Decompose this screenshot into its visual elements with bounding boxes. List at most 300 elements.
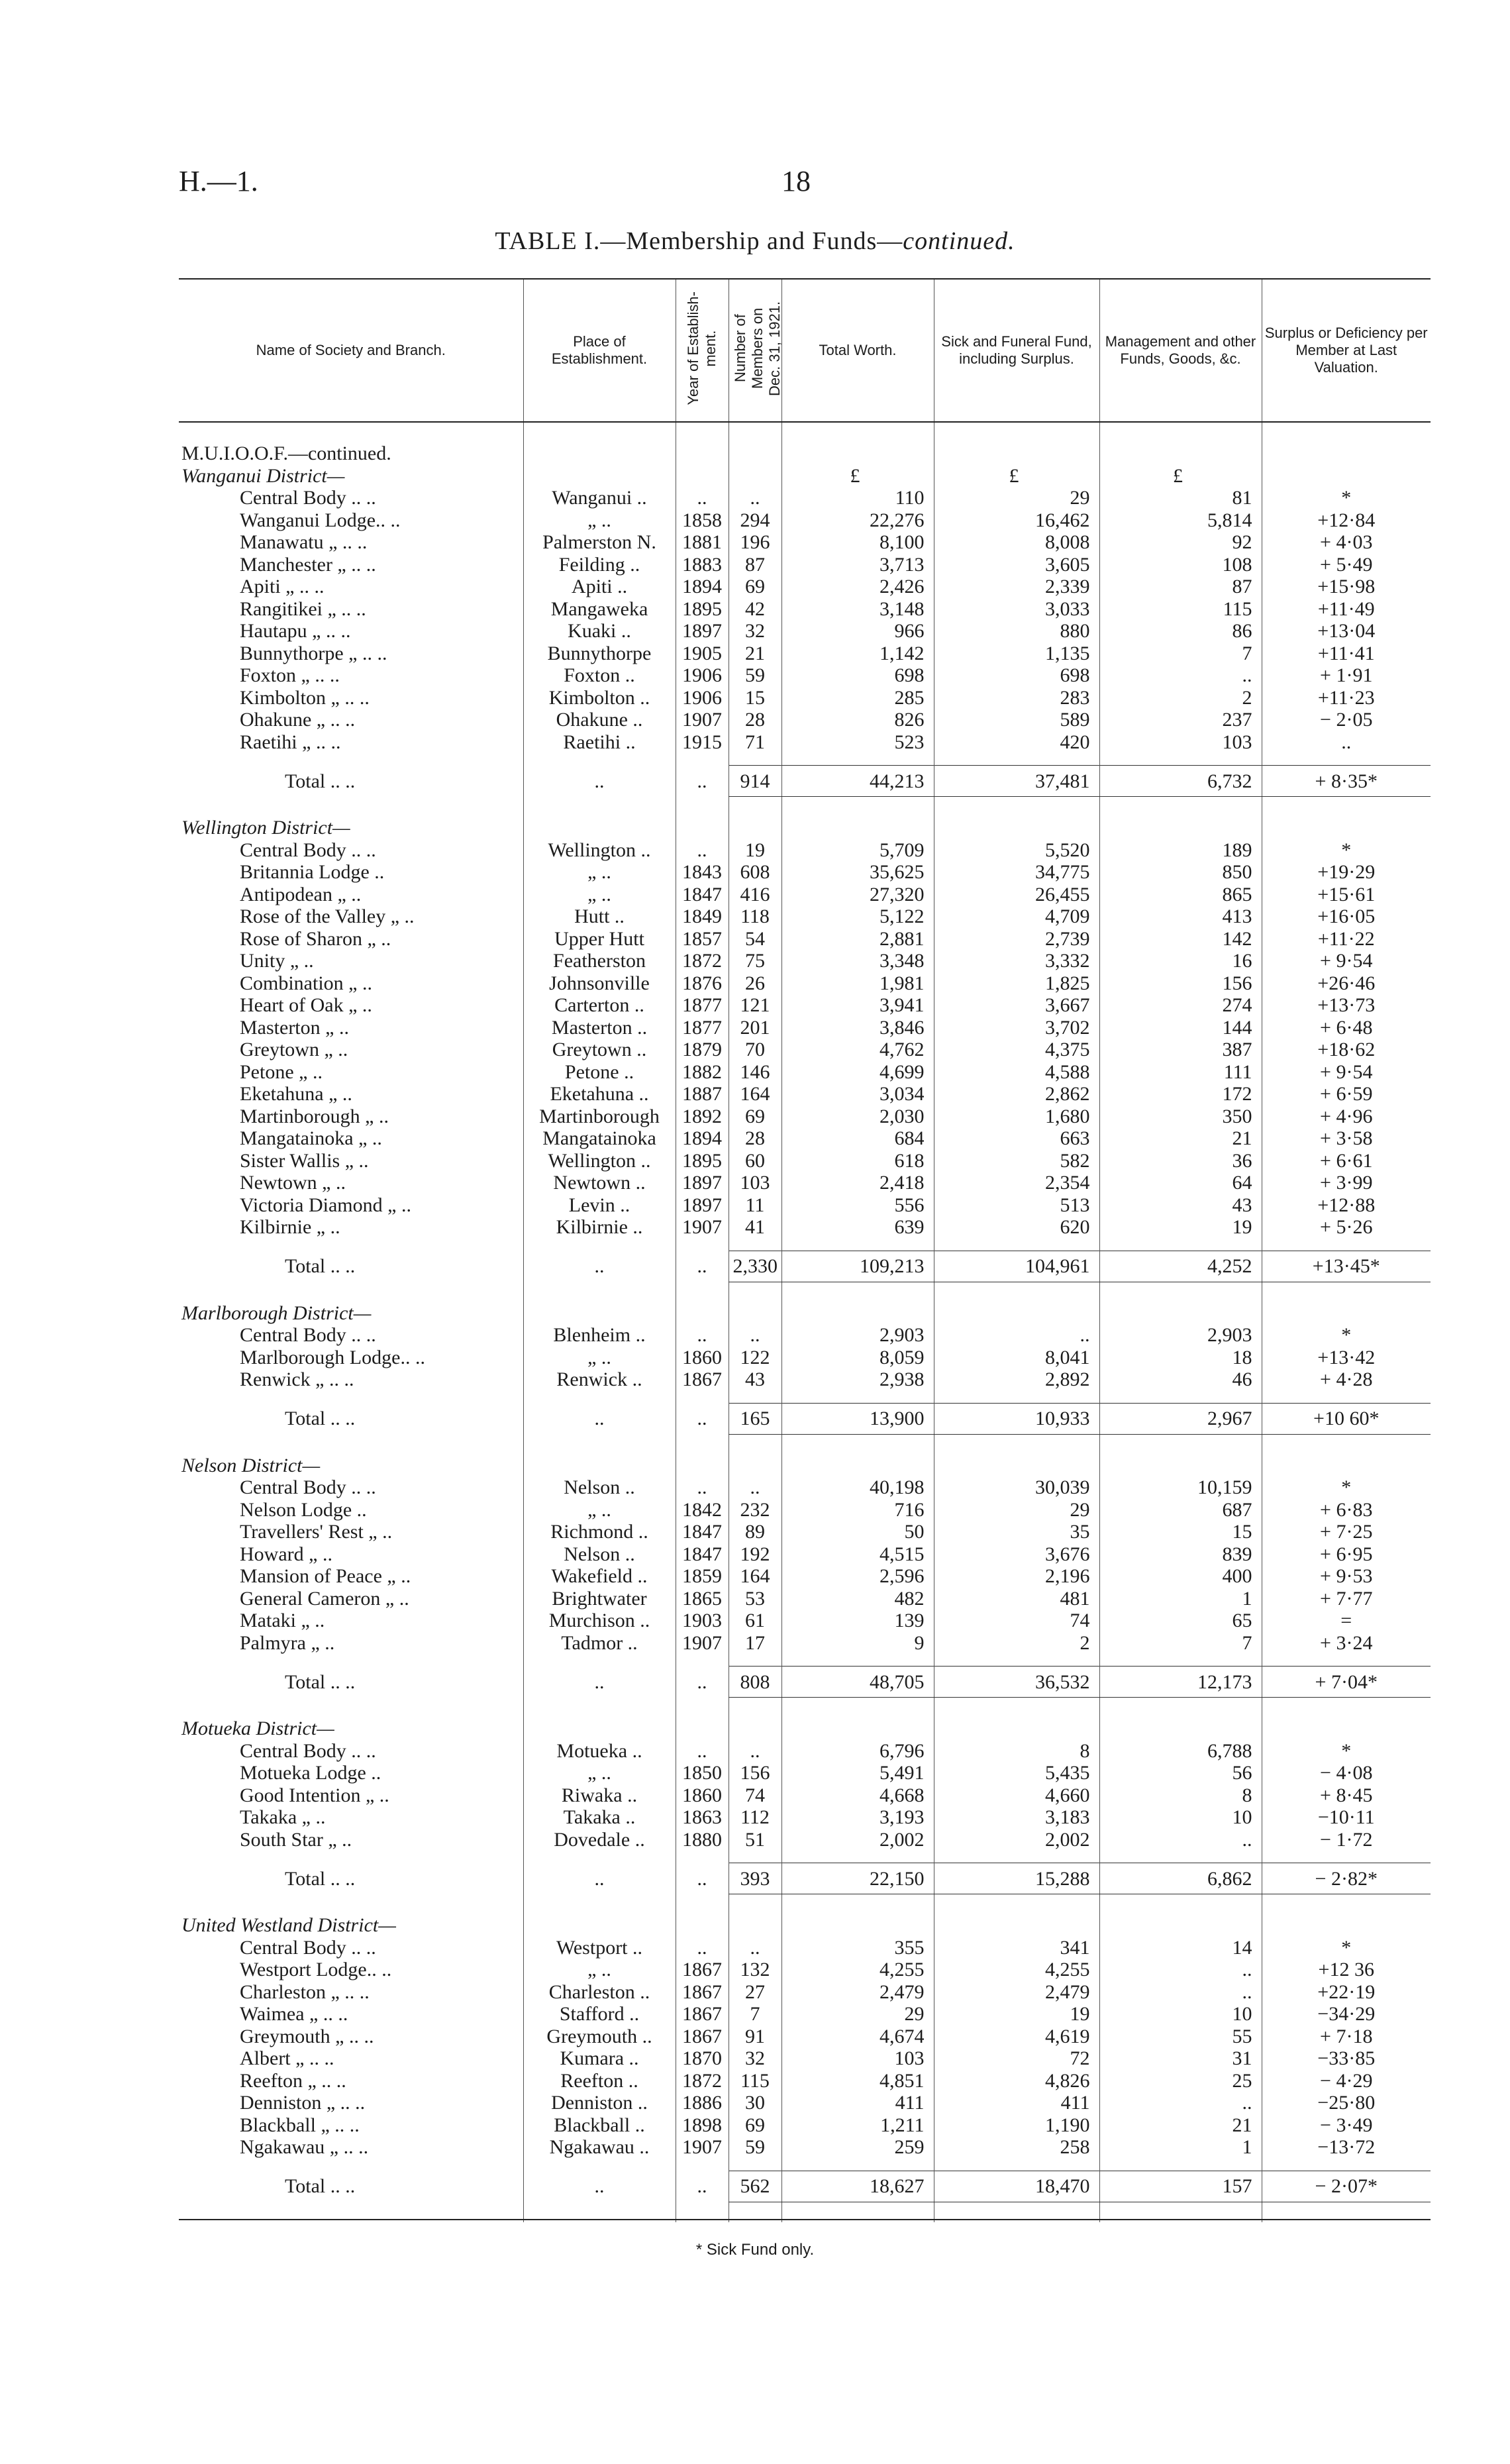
spacer-row [179,1282,1431,1302]
members-cell: 19 [729,839,781,862]
members-cell: 132 [729,1959,781,1981]
year-cell: 1847 [676,1543,729,1566]
place-cell: Upper Hutt [523,928,676,950]
branch-name-cell: United Westland District— [181,1914,396,1937]
branch-name-cell: Wanganui District— [181,464,345,487]
members-cell: 232 [729,1499,781,1521]
branch-row [179,531,1431,554]
management-funds-cell: 92 [1099,531,1262,554]
sick-fund-cell [934,1455,1099,1477]
year-cell: 1859 [676,1565,729,1588]
year-cell: 1850 [676,1762,729,1784]
place-cell [523,1302,676,1325]
surplus-cell: + 4·96 [1262,1105,1431,1128]
management-funds-cell: 189 [1099,839,1262,862]
table-title-italic: continued. [903,227,1015,255]
members-cell [729,442,781,465]
branch-name-cell: Blackball „ .. .. [240,2114,360,2136]
place-cell: Greymouth .. [523,2026,676,2048]
members-cell: 103 [729,1172,781,1194]
place-cell: „ .. [523,509,676,532]
total-worth-cell: 259 [781,2136,934,2159]
total-worth-cell: 639 [781,1216,934,1239]
spacer-row [179,1391,1431,1404]
management-funds-cell: 6,788 [1099,1740,1262,1763]
branch-row [179,1740,1431,1763]
members-cell: 294 [729,509,781,532]
place-cell: Foxton .. [523,664,676,687]
year-cell: 1847 [676,884,729,906]
spacer-cell [523,1391,676,1404]
branch-row [179,1784,1431,1807]
sick-fund-cell: 3,676 [934,1543,1099,1566]
spacer-cell [934,1698,1099,1718]
year-cell: 1906 [676,687,729,709]
sick-fund-cell: 1,680 [934,1105,1099,1128]
year-cell [676,1455,729,1477]
surplus-cell: +11·22 [1262,928,1431,950]
branch-name-cell: Good Intention „ .. [240,1784,389,1806]
members-cell: 61 [729,1610,781,1632]
year-cell: 1865 [676,1588,729,1610]
spacer-cell [523,1894,676,1915]
branch-row [179,2003,1431,2026]
management-funds-cell: 43 [1099,1194,1262,1217]
document-reference: H.—1. [179,165,258,197]
total-worth-cell: 139 [781,1610,934,1632]
spacer-cell [179,422,523,442]
management-funds-cell: 10 [1099,1806,1262,1829]
spacer-cell [179,753,523,766]
spacer-cell [781,2159,934,2171]
sick-fund-cell: 4,660 [934,1784,1099,1807]
sick-fund-cell: 1,190 [934,2114,1099,2137]
members-cell [729,465,781,488]
place-cell: Nelson .. [523,1476,676,1499]
branch-name-cell: Marlborough Lodge.. .. [240,1346,425,1368]
branch-row [179,1476,1431,1499]
spacer-cell [1099,2159,1262,2171]
sick-fund-cell: 420 [934,731,1099,754]
place-cell: Bunnythorpe [523,642,676,665]
branch-row [179,1061,1431,1084]
branch-name-cell: Central Body .. .. [240,1739,376,1762]
members-cell: 115 [729,2070,781,2092]
branch-row [179,1499,1431,1521]
surplus-cell [1262,1914,1431,1937]
surplus-cell: −13·72 [1262,2136,1431,2159]
table-body [179,422,1431,2222]
members-cell: 30 [729,2092,781,2114]
branch-name-cell: Takaka „ .. [240,1806,326,1829]
members-cell: 17 [729,1632,781,1655]
place-cell [523,1914,676,1937]
surplus-cell: − 4·29 [1262,2070,1431,2092]
spacer-cell [523,797,676,817]
sick-fund-cell: 2,892 [934,1368,1099,1391]
total-worth-cell: 5,709 [781,839,934,862]
surplus-cell: +12 36 [1262,1959,1431,1981]
spacer-cell [729,1894,781,1915]
place-cell: .. [523,766,676,797]
place-cell: Brightwater [523,1588,676,1610]
total-worth-cell: 523 [781,731,934,754]
total-worth-cell: 22,276 [781,509,934,532]
spacer-cell [1262,1654,1431,1667]
spacer-row [179,753,1431,766]
surplus-cell: * [1262,1937,1431,1959]
spacer-cell [676,1282,729,1302]
branch-name-cell: Martinborough „ .. [240,1105,389,1127]
management-funds-cell: 400 [1099,1565,1262,1588]
col-header-surplus: Surplus or Deficiency per Member at Last Valuation. [1262,279,1431,422]
surplus-cell: +22·19 [1262,1981,1431,2004]
place-cell: Mangaweka [523,598,676,621]
sick-fund-cell: 8,008 [934,531,1099,554]
place-cell [523,1455,676,1477]
spacer-cell [1262,1239,1431,1251]
spacer-cell [1099,1434,1262,1455]
branch-row [179,2092,1431,2114]
spacer-cell [1099,1698,1262,1718]
branch-row [179,1521,1431,1543]
surplus-cell [1262,817,1431,839]
place-cell: Wanganui .. [523,487,676,509]
sick-fund-cell: 4,709 [934,905,1099,928]
branch-row [179,731,1431,754]
branch-row [179,1172,1431,1194]
spacer-cell [781,1239,934,1251]
total-worth-cell: 13,900 [781,1403,934,1434]
branch-name-cell: Total .. .. [285,770,356,792]
branch-row [179,598,1431,621]
sick-fund-cell: 10,933 [934,1403,1099,1434]
year-cell: 1870 [676,2047,729,2070]
place-cell: Takaka .. [523,1806,676,1829]
sick-fund-cell: 37,481 [934,766,1099,797]
district-heading-row [179,1302,1431,1325]
spacer-cell [676,753,729,766]
surplus-cell: − 4·08 [1262,1762,1431,1784]
members-cell: 118 [729,905,781,928]
place-cell: Stafford .. [523,2003,676,2026]
place-cell: Kilbirnie .. [523,1216,676,1239]
management-funds-cell: 15 [1099,1521,1262,1543]
place-cell: „ .. [523,1499,676,1521]
total-worth-cell: 4,699 [781,1061,934,1084]
members-cell: 71 [729,731,781,754]
year-cell: 1867 [676,2003,729,2026]
sick-fund-cell [934,1302,1099,1325]
branch-name-cell: Masterton „ .. [240,1016,349,1039]
members-cell [729,817,781,839]
place-cell: Kimbolton .. [523,687,676,709]
membership-funds-table [179,278,1431,2222]
year-cell: 1849 [676,905,729,928]
sick-fund-cell: 880 [934,620,1099,642]
sick-fund-cell [934,1718,1099,1740]
year-cell: 1907 [676,1632,729,1655]
management-funds-cell: 16 [1099,950,1262,972]
sick-fund-cell: 2,002 [934,1829,1099,1851]
place-cell: Wellington .. [523,1150,676,1172]
total-worth-cell: 3,941 [781,994,934,1017]
sick-fund-cell: 3,332 [934,950,1099,972]
district-total-row [179,1403,1431,1434]
branch-row [179,687,1431,709]
members-cell: 201 [729,1017,781,1039]
district-total-row [179,1251,1431,1282]
total-worth-cell: 1,211 [781,2114,934,2137]
surplus-cell: − 2·07* [1262,2171,1431,2202]
sick-fund-cell: 283 [934,687,1099,709]
spacer-cell [934,1434,1099,1455]
sick-fund-cell: 30,039 [934,1476,1099,1499]
sick-fund-cell: 4,375 [934,1039,1099,1061]
place-cell: .. [523,1667,676,1698]
year-cell: 1860 [676,1784,729,1807]
total-worth-cell: 5,122 [781,905,934,928]
surplus-cell: +11·41 [1262,642,1431,665]
spacer-cell [729,753,781,766]
sick-fund-cell: 582 [934,1150,1099,1172]
branch-name-cell: Victoria Diamond „ .. [240,1194,411,1216]
branch-row [179,1632,1431,1655]
spacer-cell [179,1654,523,1667]
spacer-cell [1262,1391,1431,1404]
management-funds-cell: 387 [1099,1039,1262,1061]
spacer-cell [781,1391,934,1404]
spacer-cell [523,1239,676,1251]
members-cell [729,1718,781,1740]
year-cell: .. [676,1937,729,1959]
members-cell: 165 [729,1403,781,1434]
total-worth-cell: 411 [781,2092,934,2114]
place-cell: Masterton .. [523,1017,676,1039]
total-worth-cell: 698 [781,664,934,687]
spacer-cell [676,1894,729,1915]
branch-row [179,1610,1431,1632]
total-worth-cell: 355 [781,1937,934,1959]
surplus-cell: + 3·99 [1262,1172,1431,1194]
year-cell: .. [676,2171,729,2202]
branch-name-cell: Marlborough District— [181,1302,372,1324]
place-cell: Petone .. [523,1061,676,1084]
place-cell: Charleston .. [523,1981,676,2004]
place-cell: Hutt .. [523,905,676,928]
branch-name-cell: Petone „ .. [240,1060,323,1083]
branch-row [179,994,1431,1017]
spacer-cell [179,797,523,817]
sick-fund-cell: 663 [934,1127,1099,1150]
surplus-cell: −10·11 [1262,1806,1431,1829]
members-cell: 59 [729,664,781,687]
surplus-cell: +10 60* [1262,1403,1431,1434]
surplus-cell: * [1262,1324,1431,1347]
members-cell: 89 [729,1521,781,1543]
sick-fund-cell: 2,354 [934,1172,1099,1194]
branch-name-cell: Total .. .. [285,2175,356,2197]
year-cell: 1843 [676,861,729,884]
spacer-cell [1099,1654,1262,1667]
branch-name-cell: Ngakawau „ .. .. [240,2136,369,2159]
year-cell: 1881 [676,531,729,554]
branch-name-cell: Total .. .. [285,1670,356,1693]
spacer-cell [781,1851,934,1863]
management-funds-cell: 237 [1099,709,1262,731]
members-cell: 164 [729,1565,781,1588]
management-funds-cell: 115 [1099,598,1262,621]
total-worth-cell: 826 [781,709,934,731]
spacer-cell [1262,1434,1431,1455]
table-title [0,227,1510,256]
place-cell: .. [523,2171,676,2202]
place-cell: Raetihi .. [523,731,676,754]
surplus-cell: + 5·26 [1262,1216,1431,1239]
surplus-cell: +13·73 [1262,994,1431,1017]
spacer-cell [729,1434,781,1455]
management-funds-cell: 8 [1099,1784,1262,1807]
year-cell: 1842 [676,1499,729,1521]
management-funds-cell: 144 [1099,1017,1262,1039]
sick-fund-cell [934,817,1099,839]
surplus-cell: −33·85 [1262,2047,1431,2070]
surplus-cell: +13·04 [1262,620,1431,642]
members-cell: 15 [729,687,781,709]
year-cell: 1895 [676,598,729,621]
sick-fund-cell: 4,588 [934,1061,1099,1084]
spacer-cell [179,1391,523,1404]
spacer-cell [523,1851,676,1863]
management-funds-cell: 413 [1099,905,1262,928]
spacer-cell [1262,2159,1431,2171]
sick-fund-cell: 18,470 [934,2171,1099,2202]
total-worth-cell: 3,348 [781,950,934,972]
members-cell: 2,330 [729,1251,781,1282]
sick-fund-cell: 3,605 [934,554,1099,576]
year-cell: 1876 [676,972,729,995]
branch-name-cell: Wellington District— [181,817,350,839]
sick-fund-cell: 2 [934,1632,1099,1655]
members-cell: 27 [729,1981,781,2004]
col-header-total-worth: Total Worth. [781,279,934,422]
members-cell: .. [729,1324,781,1347]
spacer-cell [523,1434,676,1455]
year-cell: 1894 [676,1127,729,1150]
branch-row [179,1194,1431,1217]
total-worth-cell: 40,198 [781,1476,934,1499]
total-worth-cell [781,442,934,465]
spacer-cell [676,1698,729,1718]
management-funds-cell: 2,903 [1099,1324,1262,1347]
members-cell: 121 [729,994,781,1017]
total-worth-cell: 2,426 [781,576,934,598]
total-worth-cell: 4,255 [781,1959,934,1981]
management-funds-cell: 36 [1099,1150,1262,1172]
year-cell: 1906 [676,664,729,687]
spacer-row [179,1434,1431,1455]
branch-name-cell: Unity „ .. [240,950,314,972]
col-header-year: Year of Establish- ment. [676,279,729,422]
spacer-cell [729,1239,781,1251]
branch-name-cell: Bunnythorpe „ .. .. [240,642,387,664]
spacer-cell [179,1239,523,1251]
year-cell [676,465,729,488]
total-worth-cell: 29 [781,2003,934,2026]
sick-fund-cell: 29 [934,1499,1099,1521]
spacer-row [179,1894,1431,1915]
place-cell: Apiti .. [523,576,676,598]
members-cell [729,1455,781,1477]
branch-name-cell: Wanganui Lodge.. .. [240,509,401,531]
district-heading-row [179,1455,1431,1477]
place-cell: Nelson .. [523,1543,676,1566]
surplus-cell: * [1262,1740,1431,1763]
management-funds-cell: 10,159 [1099,1476,1262,1499]
sick-fund-cell: 5,435 [934,1762,1099,1784]
branch-row [179,1347,1431,1369]
place-cell: Wellington .. [523,839,676,862]
branch-name-cell: Palmyra „ .. [240,1631,335,1654]
surplus-cell: − 3·49 [1262,2114,1431,2137]
branch-name-cell: Total .. .. [285,1408,356,1429]
members-cell: 51 [729,1829,781,1851]
members-cell: 60 [729,1150,781,1172]
members-cell: 146 [729,1061,781,1084]
branch-name-cell: Antipodean „ .. [240,883,362,905]
management-funds-cell: 108 [1099,554,1262,576]
spacer-cell [1099,1391,1262,1404]
total-worth-cell [781,1718,934,1740]
management-funds-cell: 12,173 [1099,1667,1262,1698]
management-funds-cell: .. [1099,1981,1262,2004]
surplus-cell: − 2·82* [1262,1863,1431,1894]
members-cell: 122 [729,1347,781,1369]
spacer-cell [934,1391,1099,1404]
total-worth-cell: 2,881 [781,928,934,950]
spacer-cell [781,1654,934,1667]
year-cell: 1907 [676,1216,729,1239]
branch-row [179,950,1431,972]
branch-name-cell: Ohakune „ .. .. [240,709,356,731]
management-funds-cell: 142 [1099,928,1262,950]
place-cell: Renwick .. [523,1368,676,1391]
total-worth-cell: 966 [781,620,934,642]
branch-row [179,1588,1431,1610]
place-cell [523,465,676,488]
branch-row [179,1565,1431,1588]
management-funds-cell: 55 [1099,2026,1262,2048]
surplus-cell: + 9·54 [1262,1061,1431,1084]
branch-row [179,1150,1431,1172]
year-cell: .. [676,1251,729,1282]
surplus-cell: +15·61 [1262,884,1431,906]
place-cell: Feilding .. [523,554,676,576]
sick-fund-cell: 411 [934,2092,1099,2114]
branch-row [179,1762,1431,1784]
spacer-cell [729,1282,781,1302]
branch-row [179,1981,1431,2004]
spacer-cell [1262,1282,1431,1302]
surplus-cell [1262,442,1431,465]
members-cell: 70 [729,1039,781,1061]
col-header-management: Management and other Funds, Goods, &c. [1099,279,1262,422]
district-heading-row [179,1914,1431,1937]
sick-fund-cell [934,1914,1099,1937]
spacer-cell [179,1851,523,1863]
year-cell: .. [676,1863,729,1894]
management-funds-cell: 2 [1099,687,1262,709]
